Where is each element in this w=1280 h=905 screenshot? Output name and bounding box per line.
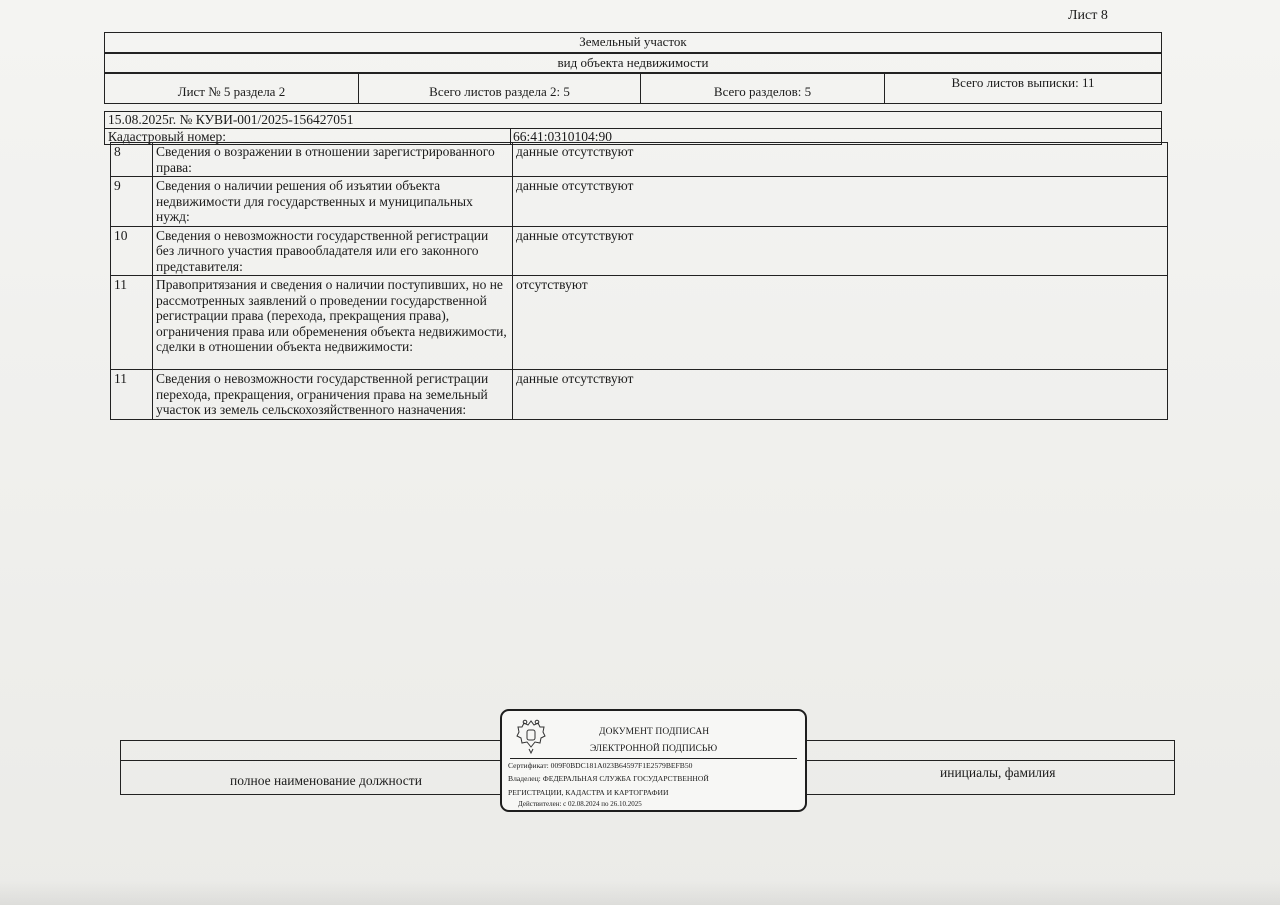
table-row [111, 177, 1168, 227]
stamp-owner-line1: Владелец: ФЕДЕРАЛЬНАЯ СЛУЖБА ГОСУДАРСТВЕННОЙ [508, 774, 709, 783]
row-value: данные отсутствуют [513, 226, 1168, 276]
row-number: 10 [111, 226, 153, 276]
coat-of-arms-icon [514, 717, 548, 757]
row-label: Сведения о невозможности государственной регистрации без личного участия правообладателя или его законного представителя: [153, 226, 513, 276]
row-label: Сведения о возражении в отношении зарегистрированного права: [153, 143, 513, 177]
table-row [111, 143, 1168, 177]
row-label: Правопритязания и сведения о наличии поступивших, но не рассмотренных заявлений о проведении государственной регистрации права (перехода, прекращения права), ограничения права или обременения объекта недвижимости, сделки в отношении объекта недвижимости: [153, 276, 513, 370]
row-number: 11 [111, 276, 153, 370]
cadastral-value: 66:41:0310104:90 [513, 129, 613, 144]
table-row [111, 226, 1168, 276]
electronic-signature-stamp [500, 709, 807, 812]
row-number: 9 [111, 177, 153, 227]
row-number: 11 [111, 370, 153, 420]
row-number: 8 [111, 143, 153, 177]
row-value: данные отсутствуют [513, 143, 1168, 177]
position-caption: полное наименование должности [230, 773, 422, 788]
sheet-number: Лист 8 [1068, 8, 1108, 23]
stamp-certificate: Сертификат: 009F0BDC181A023B64597F1E2579BEFB50 [508, 761, 693, 770]
sections-total: Всего разделов: 5 [641, 74, 885, 103]
cadastral-label: Кадастровый номер: [105, 129, 511, 144]
table-row [111, 370, 1168, 420]
extract-sheets-total: Всего листов выписки: 11 [951, 75, 1095, 90]
sheet-info-row [104, 73, 1162, 104]
extract-date-number: 15.08.2025г. № КУВИ-001/2025-156427051 [104, 111, 1162, 129]
sheet-of-section: Лист № 5 раздела 2 [105, 74, 359, 103]
stamp-validity: Действителен: с 02.08.2024 по 26.10.2025 [518, 800, 642, 808]
row-label: Сведения о невозможности государственной регистрации перехода, прекращения, ограничения права на земельный участок из земель сельскохозяйственного назначения: [153, 370, 513, 420]
row-label: Сведения о наличии решения об изъятии объекта недвижимости для государственных и муниципальных нужд: [153, 177, 513, 227]
scan-edge [0, 880, 1280, 905]
name-caption: инициалы, фамилия [940, 765, 1056, 780]
table-row [111, 276, 1168, 370]
records-table [110, 142, 1168, 420]
section-sheets-total: Всего листов раздела 2: 5 [359, 74, 641, 103]
stamp-subtitle: ЭЛЕКТРОННОЙ ПОДПИСЬЮ [590, 744, 718, 754]
stamp-divider [510, 758, 797, 759]
stamp-title: ДОКУМЕНТ ПОДПИСАН [599, 727, 710, 737]
row-value: данные отсутствуют [513, 177, 1168, 227]
object-kind-row: вид объекта недвижимости [104, 53, 1162, 73]
stamp-owner-line2: РЕГИСТРАЦИИ, КАДАСТРА И КАРТОГРАФИИ [508, 788, 669, 797]
row-value: отсутствуют [513, 276, 1168, 370]
object-type-row: Земельный участок [104, 32, 1162, 53]
row-value: данные отсутствуют [513, 370, 1168, 420]
